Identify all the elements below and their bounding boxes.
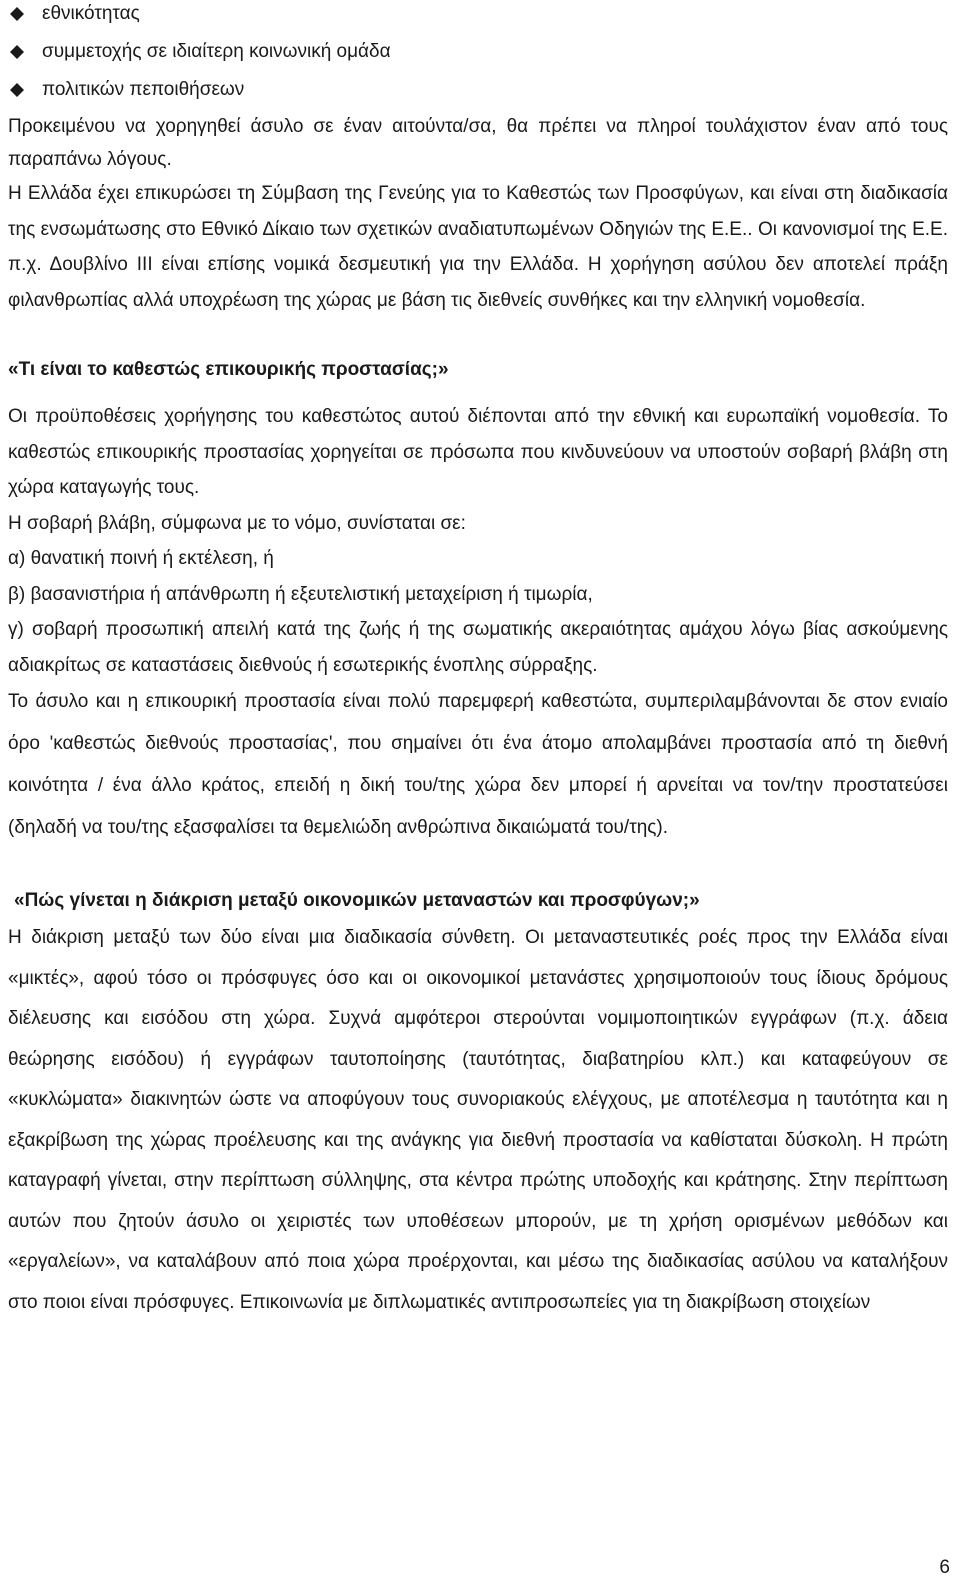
heading-subsidiary-protection: «Τι είναι το καθεστώς επικουρικής προστασίας;» <box>8 359 449 380</box>
document-page <box>8 0 948 1323</box>
page-number: 6 <box>939 1557 950 1578</box>
paragraph-asylum-criteria: Προκειμένου να χορηγηθεί άσυλο σε έναν αιτούντα/σα, θα πρέπει να πληροί τουλάχιστον έναν από τους παραπάνω λόγους. <box>8 116 948 170</box>
paragraph-serious-harm: Η σοβαρή βλάβη, σύμφωνα με το νόμο, συνίσταται σε: <box>8 512 466 534</box>
bullet-text: εθνικότητας <box>42 3 140 24</box>
heading-migrants-refugees: «Πώς γίνεται η διάκριση μεταξύ οικονομικών μεταναστών και προσφύγων;» <box>14 890 700 911</box>
bullet-text: πολιτικών πεποιθήσεων <box>42 79 245 100</box>
diamond-bullet-icon <box>10 7 24 21</box>
paragraph-distinction: Η διάκριση μεταξύ των δύο είναι μια διαδικασία σύνθετη. Οι μεταναστευτικές ροές προς την Ελλάδα είναι «μικτές», αφού τόσο οι πρόσφυγες όσο και οι οικονομικοί μετανάστες χρησιμοποιούν τους ίδιους δρόμους διέλευσης και εισόδου στη χώρα. Συχνά αμφότεροι στερούνται νομιμοποιητικών εγγράφων (π.χ. άδεια θεώρησης εισόδου) ή εγγράφων ταυτοποίησης (ταυτότητας, διαβατηρίου κλπ.) και καταφεύγουν σε «κυκλώματα» διακινητών ώστε να αποφύγουν τους συνοριακούς ελέγχους, με αποτέλεσμα η ταυτότητα και η εξακρίβωση της χώρας προέλευσης και της ανάγκης για διεθνή προστασία να καθίσταται δύσκολη. Η πρώτη καταγραφή γίνεται, στην περίπτωση σύλληψης, στα κέντρα πρώτης υποδοχής και κράτησης. Στην περίπτωση αυτών που ζητούν άσυλο οι χειριστές των υποθέσεων μπορούν, με τη χρήση ορισμένων μεθόδων και «εργαλείων», να καταλάβουν από ποια χώρα προέρχονται, και μέσω της διαδικασίας ασύλου να καταλήξουν στο ποιοι είναι πρόσφυγες. Επικοινωνία με διπλωματικές αντιπροσωπείες για τη διακρίβωση στοιχείων <box>8 927 948 1313</box>
list-item-a: α) θανατική ποινή ή εκτέλεση, ή <box>8 548 274 569</box>
bullet-item <box>8 0 948 38</box>
bullet-list <box>8 0 948 114</box>
list-item-c: γ) σοβαρή προσωπική απειλή κατά της ζωής ή της σωματικής ακεραιότητας αμάχου λόγω βίας ασκούμενης αδιακρίτως σε καταστάσεις διεθνούς ή εσωτερικής ένοπλης σύρραξης. <box>8 619 948 676</box>
paragraph-international-protection: Το άσυλο και η επικουρική προστασία είναι πολύ παρεμφερή καθεστώτα, συμπεριλαμβάνονται δε στον ενιαίο όρο 'καθεστώς διεθνούς προστασίας', που σημαίνει ότι ένα άτομο απολαμβάνει προστασία από τη διεθνή κοινότητα / ένα άλλο κράτος, επειδή η δική του/της χώρα δεν μπορεί ή αρνείται να τον/την προστατεύσει (δηλαδή να του/της εξασφαλίσει τα θεμελιώδη ανθρώπινα δικαιώματά του/της). <box>8 691 948 838</box>
diamond-bullet-icon <box>10 83 24 97</box>
list-item-b: β) βασανιστήρια ή απάνθρωπη ή εξευτελιστική μεταχείριση ή τιμωρία, <box>8 583 593 605</box>
bullet-item <box>8 38 948 76</box>
diamond-bullet-icon <box>10 45 24 59</box>
bullet-text: συμμετοχής σε ιδιαίτερη κοινωνική ομάδα <box>42 41 391 62</box>
bullet-item <box>8 76 948 114</box>
paragraph-greece-convention: Η Ελλάδα έχει επικυρώσει τη Σύμβαση της Γενεύης για το Καθεστώς των Προσφύγων, και είναι στη διαδικασία της ενσωμάτωσης στο Εθνικό Δίκαιο των σχετικών αναδιατυπωμένων Οδηγιών της Ε.Ε.. Οι κανονισμοί της Ε.Ε. π.χ. Δουβλίνο ΙΙΙ είναι επίσης νομικά δεσμευτική για την Ελλάδα. Η χορήγηση ασύλου δεν αποτελεί πράξη φιλανθρωπίας αλλά υποχρέωση της χώρας με βάση τις διεθνείς συνθήκες και την ελληνική νομοθεσία. <box>8 183 948 311</box>
paragraph-subsidiary-conditions: Οι προϋποθέσεις χορήγησης του καθεστώτος αυτού διέπονται από την εθνική και ευρωπαϊκή νομοθεσία. Το καθεστώς επικουρικής προστασίας χορηγείται σε πρόσωπα που κινδυνεύουν να υποστούν σοβαρή βλάβη στη χώρα καταγωγής τους. <box>8 406 948 498</box>
